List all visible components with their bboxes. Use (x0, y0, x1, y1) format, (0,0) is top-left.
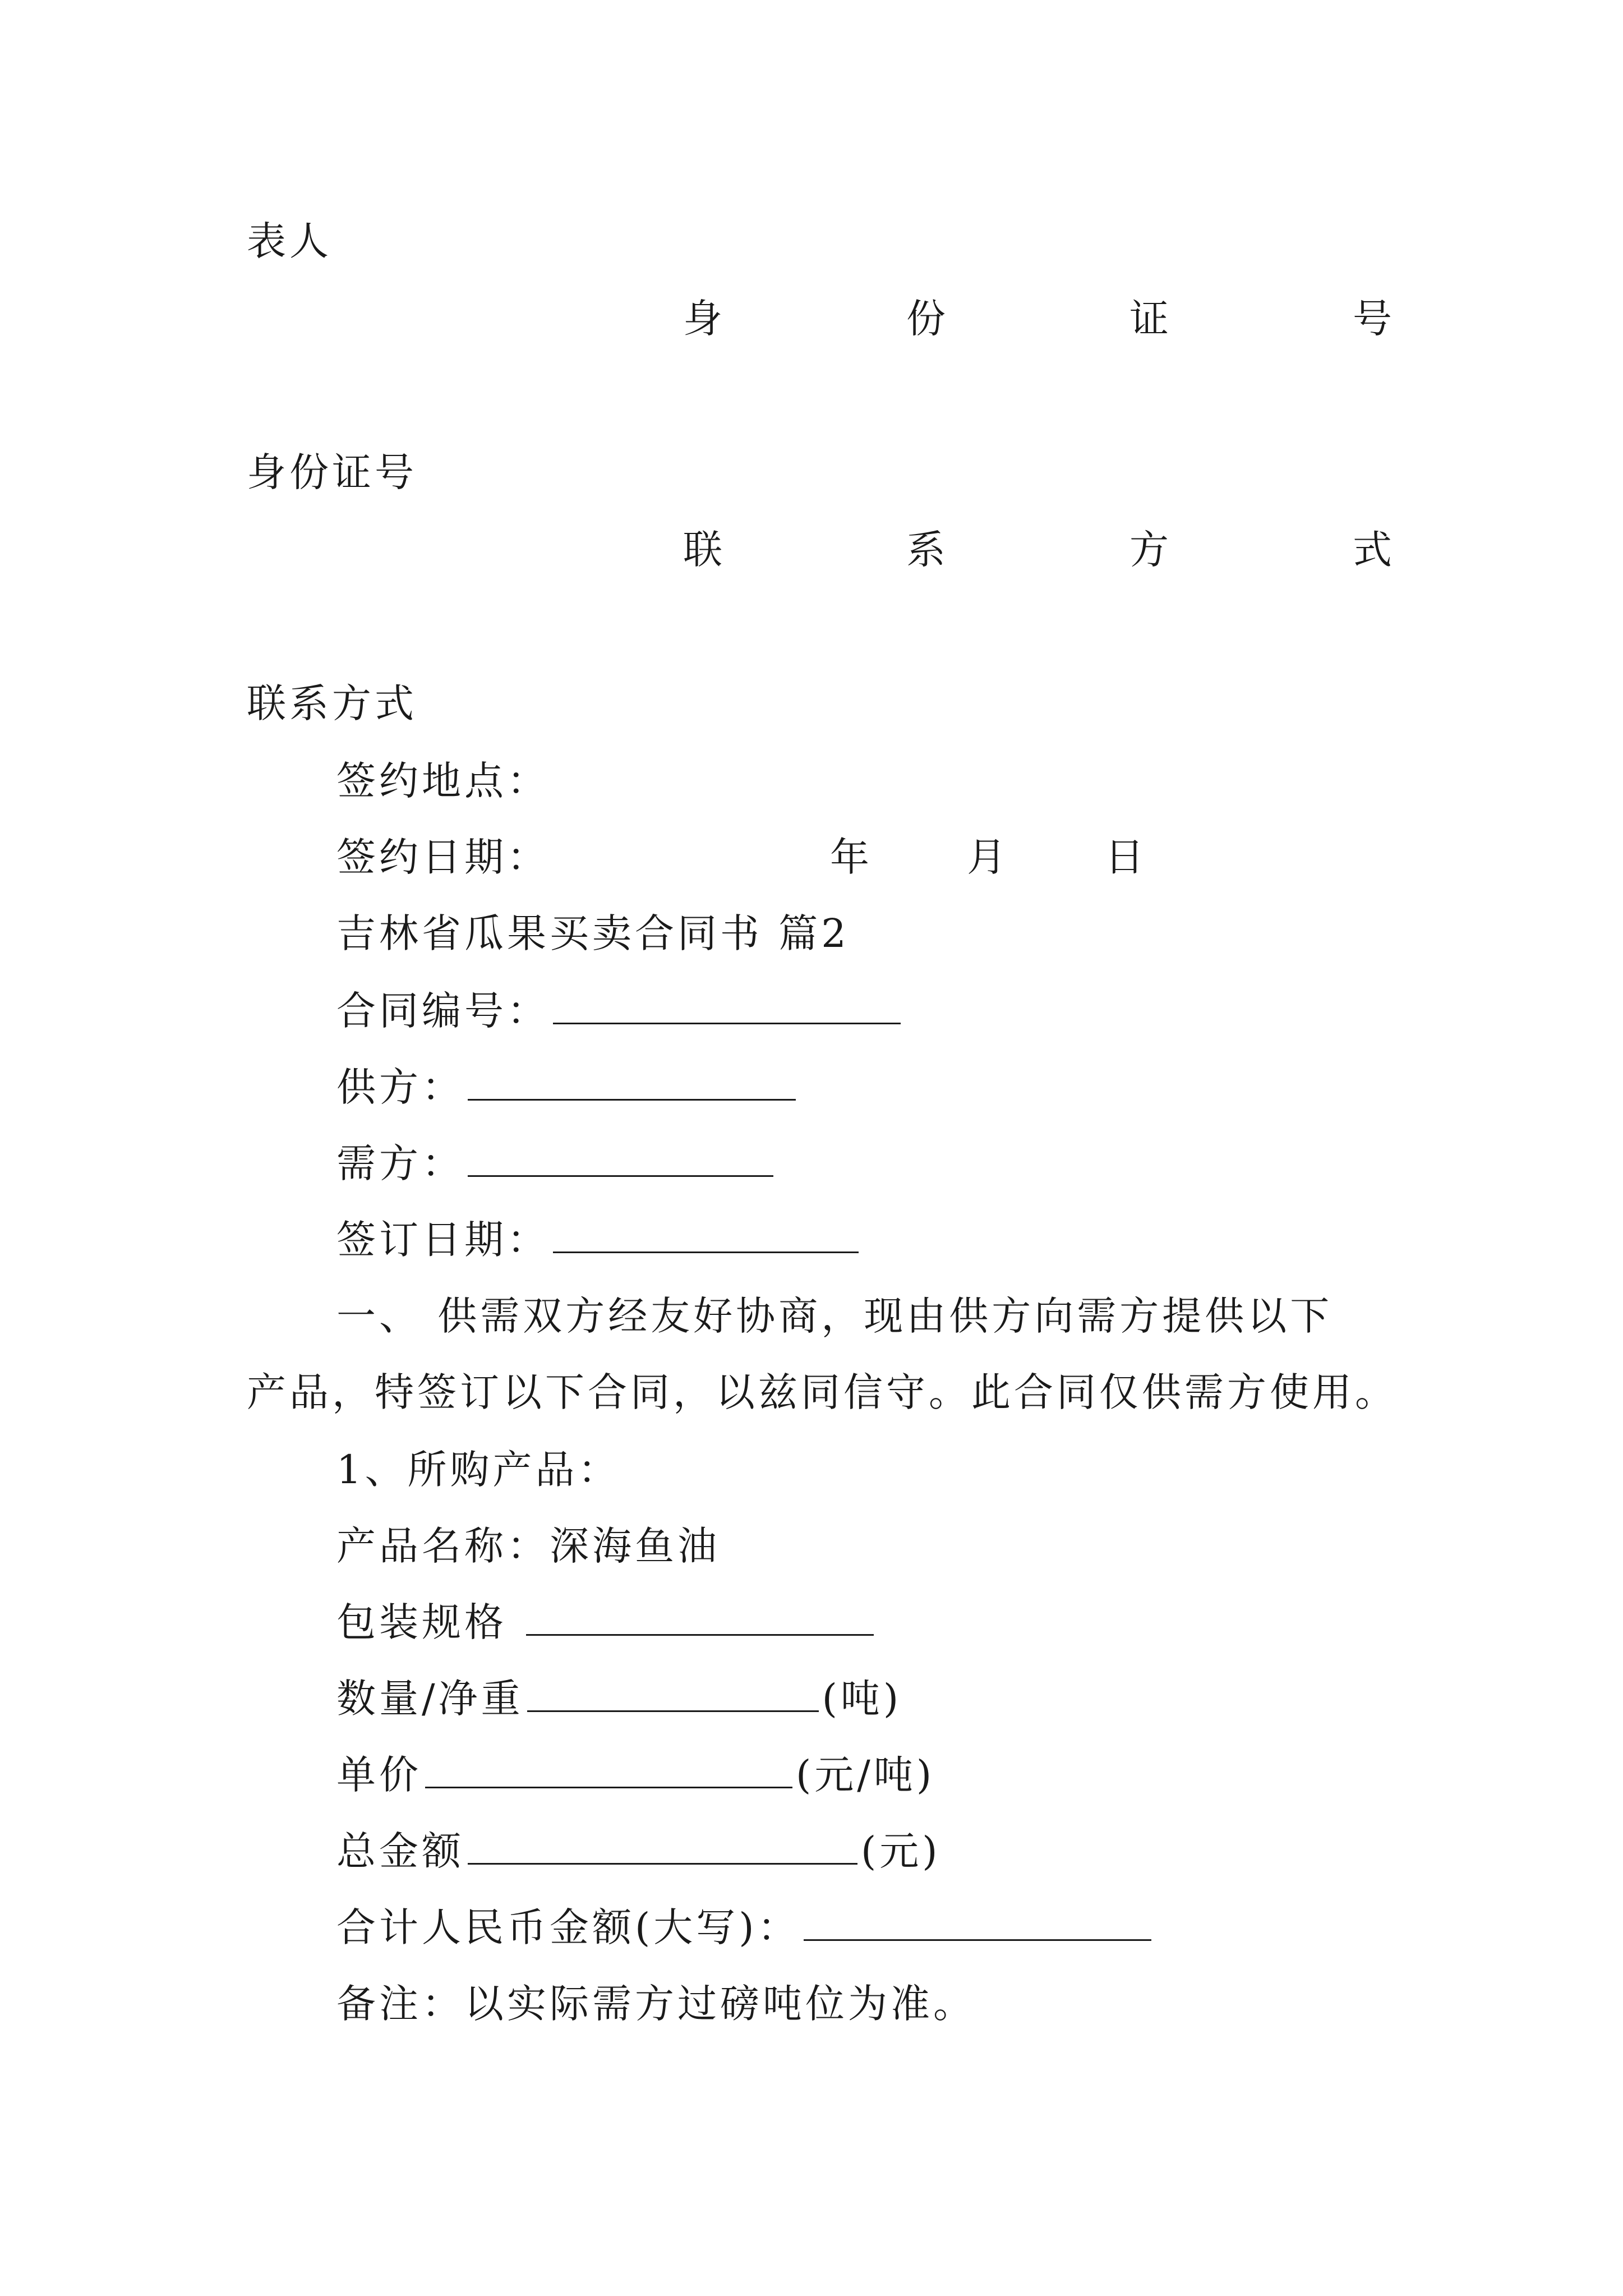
text-id-label: 身份证号 (247, 449, 417, 495)
signed-date-row (336, 1214, 862, 1266)
id-char-2: 份 (906, 296, 946, 342)
text-rep: 表人 (247, 218, 332, 264)
quantity-label: 数量/净重 (336, 1676, 524, 1722)
sign-date-label: 签约日期： (336, 834, 550, 880)
supplier-label: 供方： (336, 1064, 464, 1110)
total-label: 总金额 (336, 1828, 464, 1874)
month-label: 月 (967, 834, 1009, 880)
total-blank (468, 1828, 857, 1865)
id-char-4: 号 (1353, 296, 1392, 342)
paragraph-1-line-1: 一、 供需双方经友好协商，现由供方向需方提供以下 (336, 1293, 1333, 1339)
text-contact-label: 联系方式 (247, 680, 417, 726)
day-label: 日 (1105, 834, 1147, 880)
buyer-row (336, 1138, 777, 1189)
unit-price-label: 单价 (336, 1752, 422, 1798)
unit-price-blank (425, 1752, 792, 1788)
paragraph-1-line-2: 产品，特签订以下合同，以兹同信守。此合同仅供需方使用。 (247, 1369, 1398, 1415)
signed-date-label: 签订日期： (336, 1217, 550, 1263)
contact-char-2: 系 (906, 527, 946, 573)
remark: 备注：以实际需方过磅吨位为准。 (336, 1981, 976, 2027)
quantity-blank (527, 1676, 819, 1712)
section-title: 吉林省瓜果买卖合同书 篇2 (336, 910, 850, 956)
contract-no-row (336, 985, 904, 1037)
unit-price-row (336, 1749, 935, 1801)
sign-place: 签约地点： (336, 758, 550, 804)
packaging-label: 包装规格 (336, 1599, 523, 1645)
product-name: 产品名称：深海鱼油 (336, 1523, 720, 1569)
total-rmb-row (336, 1902, 1155, 1953)
contact-spread (683, 524, 1392, 576)
total-rmb-label: 合计人民币金额(大写)： (336, 1904, 800, 1950)
id-char-1: 身 (683, 296, 722, 342)
packaging-row (336, 1596, 877, 1648)
quantity-unit: (吨) (822, 1676, 902, 1722)
id-number-spread (683, 293, 1392, 344)
supplier-blank (468, 1064, 796, 1101)
unit-price-unit: (元/吨) (796, 1752, 935, 1798)
contact-char-1: 联 (683, 527, 722, 573)
contact-char-4: 式 (1353, 527, 1392, 573)
quantity-row (336, 1673, 902, 1724)
contract-no-blank (553, 988, 901, 1024)
buyer-blank (468, 1140, 773, 1177)
contact-char-3: 方 (1129, 527, 1169, 573)
packaging-blank (526, 1599, 874, 1636)
id-char-3: 证 (1129, 296, 1169, 342)
item-1-heading: 1、所购产品： (336, 1447, 621, 1493)
total-unit: (元) (861, 1828, 941, 1874)
supplier-row (336, 1061, 799, 1113)
year-label: 年 (830, 834, 873, 880)
total-row (336, 1825, 941, 1877)
signed-date-blank (553, 1217, 859, 1253)
buyer-label: 需方： (336, 1140, 464, 1186)
total-rmb-blank (804, 1904, 1151, 1941)
contract-no-label: 合同编号： (336, 988, 550, 1034)
sign-date-row (336, 831, 1147, 883)
